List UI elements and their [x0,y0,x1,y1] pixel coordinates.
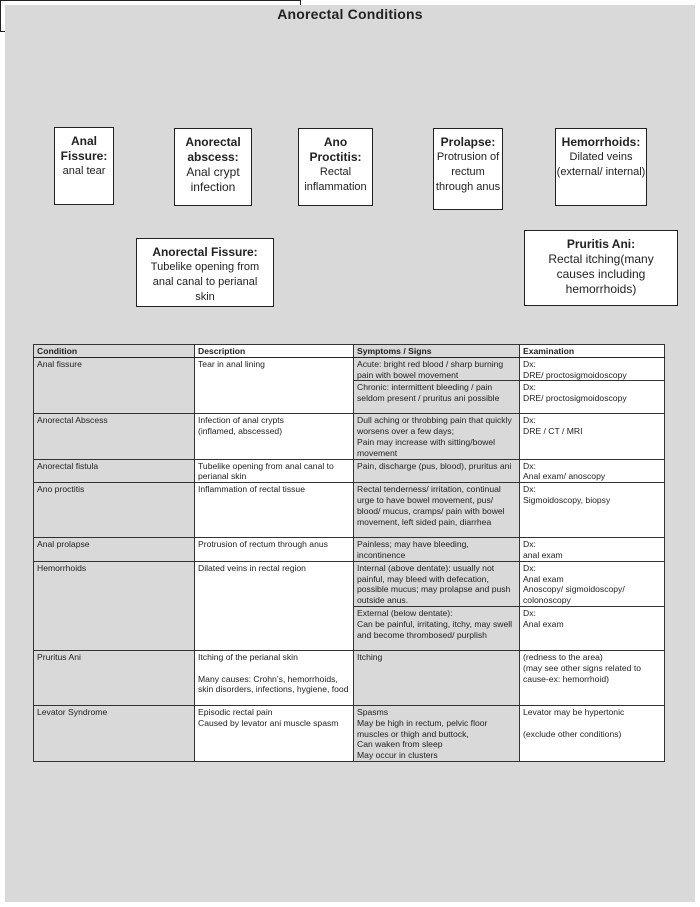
cell-condition: Anorectal fistula [34,459,195,483]
cell-description: Itching of the perianal skin Many causes: Crohn’s, hemorrhoids, skin disorders, infections, hygiene, food [195,650,354,705]
cell-symptoms: Rectal tenderness/ irritation, continual urge to have bowel movement, pus/ blood/ mucus, cramps/ pain with bowel movement, left sided pain, diarrhea [354,483,520,538]
node-anorectal-abscess [174,128,252,206]
node-heading: Hemorrhoids: [561,135,641,149]
cell-exam: Dx: Anal exam/ anoscopy [520,459,665,483]
cell-exam: Dx: DRE/ proctosigmoidoscopy [520,381,665,414]
node-anal-fissure [54,127,114,205]
node-text: Rectal inflammation [304,166,367,193]
node-hemorrhoids [555,128,647,206]
table-row [34,459,665,483]
cell-condition: Pruritus Ani [34,650,195,705]
header-examination: Examination [520,345,665,358]
node-heading: Anorectal Fissure: [152,245,258,259]
node-text: Tubelike opening from anal canal to perianal skin [150,261,260,303]
node-text: Anal crypt infection [186,165,240,194]
cell-symptoms: Itching [354,650,520,705]
table-row [34,650,665,705]
node-text: Rectal itching(many causes including hemorrhoids) [548,252,654,296]
cell-exam: (redness to the area) (may see other signs related to cause-ex: hemorrhoid) [520,650,665,705]
cell-symptoms: Chronic: intermittent bleeding / pain seldom present / pruritus ani possible [354,381,520,414]
cell-description: Infection of anal crypts (inflamed, abscessed) [195,414,354,459]
table-row [34,414,665,459]
table-row [34,538,665,562]
cell-symptoms: Acute: bright red blood / sharp burning pain with bowel movement [354,357,520,381]
cell-description: Episodic rectal pain Caused by levator ani muscle spasm [195,705,354,761]
header-symptoms: Symptoms / Signs [354,345,520,358]
table-row [34,705,665,761]
cell-description: Dilated veins in rectal region [195,561,354,650]
node-text: anal tear [62,165,106,177]
table-row [34,483,665,538]
cell-symptoms: Spasms May be high in rectum, pelvic floor muscles or thigh and buttock, Can waken from sleep May occur in clusters [354,705,520,761]
node-heading: Anal Fissure: [60,134,108,163]
node-heading: Ano Proctitis: [309,135,362,164]
table-row [34,357,665,381]
node-heading: Prolapse: [440,135,496,149]
node-prolapse [433,128,503,210]
node-heading: Pruritis Ani: [566,237,636,251]
cell-condition: Anal fissure [34,357,195,414]
cell-description: Inflammation of rectal tissue [195,483,354,538]
cell-description: Tear in anal lining [195,357,354,414]
cell-condition: Anorectal Abscess [34,414,195,459]
diagram-title: Anorectal Conditions [5,5,695,902]
cell-exam: Dx: anal exam [520,538,665,562]
cell-exam: Levator may be hypertonic (exclude other conditions) [520,705,665,761]
cell-exam: Dx: Sigmoidoscopy, biopsy [520,483,665,538]
table-row [34,561,665,606]
cell-condition: Ano proctitis [34,483,195,538]
cell-exam: Dx: DRE / CT / MRI [520,414,665,459]
cell-exam: Dx: Anal exam Anoscopy/ sigmoidoscopy/ colonoscopy [520,561,665,606]
node-text: Dilated veins (external/ internal) [556,151,646,178]
cell-description: Tubelike opening from anal canal to perianal skin [195,459,354,483]
node-text: Protrusion of rectum through anus [435,151,501,193]
conditions-table [33,344,665,762]
diagram-title-box [0,0,423,32]
node-heading: Anorectal abscess: [185,135,241,164]
node-anorectal-fissure [136,238,274,307]
header-description: Description [195,345,354,358]
table-header-row [34,345,665,358]
cell-condition: Hemorrhoids [34,561,195,650]
cell-exam: Dx: Anal exam [520,606,665,650]
cell-condition: Anal prolapse [34,538,195,562]
cell-symptoms: Dull aching or throbbing pain that quickly worsens over a few days; Pain may increase with sitting/bowel movement [354,414,520,459]
cell-symptoms: Painless; may have bleeding, incontinence [354,538,520,562]
node-ano-proctitis [298,128,373,206]
node-pruritis-ani [524,230,678,306]
cell-exam: Dx: DRE/ proctosigmoidoscopy [520,357,665,381]
cell-symptoms: Pain, discharge (pus, blood), pruritus ani [354,459,520,483]
cell-symptoms: Internal (above dentate): usually not painful, may bleed with defecation, possible mucus; may prolapse and push outside anus. [354,561,520,606]
header-condition: Condition [34,345,195,358]
cell-condition: Levator Syndrome [34,705,195,761]
cell-symptoms: External (below dentate): Can be painful, irritating, itchy, may swell and become thrombosed/ purplish [354,606,520,650]
cell-description: Protrusion of rectum through anus [195,538,354,562]
